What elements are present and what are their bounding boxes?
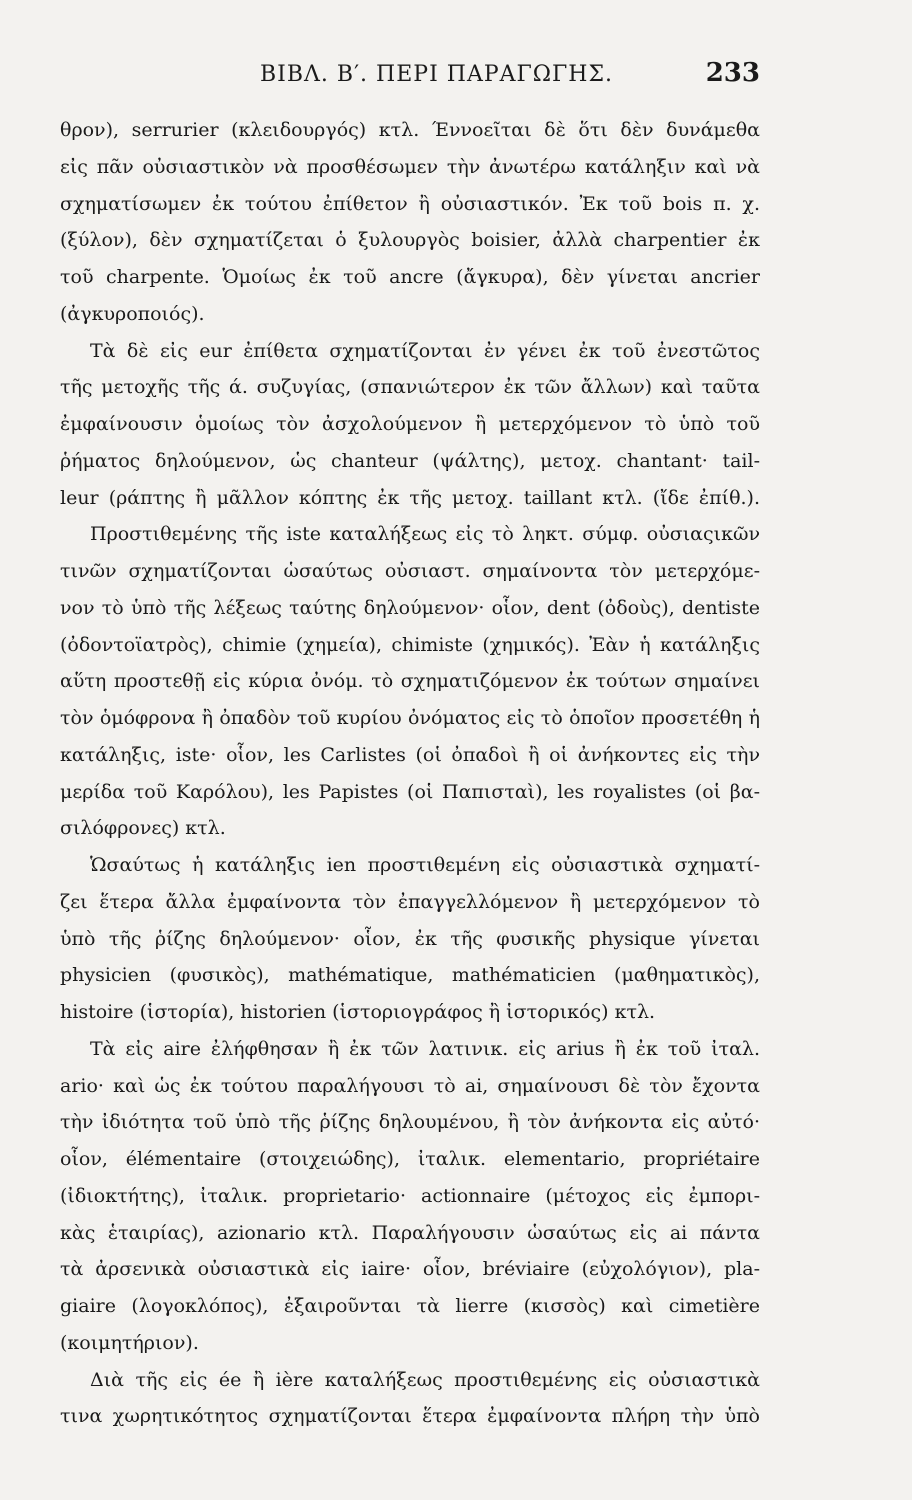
- text-line: (ἰδιοκτήτης), ἰταλικ. proprietario· actionnaire (μέτοχος εἰς ἐμπορι-: [60, 1184, 760, 1207]
- text-line: physicien (φυσικὸς), mathématique, mathématicien (μαθηματικὸς),: [60, 964, 760, 987]
- page-header: [60, 58, 760, 98]
- text-line: ὑπὸ τῆς ῥίζης δηλούμενον· οἷον, ἐκ τῆς φυσικῆς physique γίνεται: [60, 927, 760, 950]
- page-body: [60, 112, 760, 1435]
- text-line: (ἀγκυροποιός).: [60, 302, 205, 325]
- text-line: σχηματίσωμεν ἐκ τούτου ἐπίθετον ἢ οὐσιαστικόν. Ἐκ τοῦ bois π. χ.: [60, 192, 760, 215]
- text-line: giaire (λογοκλόπος), ἐξαιροῦνται τὰ lierre (κισσὸς) καὶ cimetière: [60, 1295, 760, 1317]
- text-line: οἷον, élémentaire (στοιχειώδης), ἰταλικ. elementario, propriétaire: [60, 1148, 760, 1170]
- text-line: τὴν ἰδιότητα τοῦ ὑπὸ τῆς ῥίζης δηλουμένου, ἢ τὸν ἀνήκοντα εἰς αὐτό·: [60, 1111, 760, 1134]
- text-line: τὸν ὁμόφρονα ἢ ὀπαδὸν τοῦ κυρίου ὀνόματος εἰς τὸ ὁποῖον προσετέθη ἡ: [60, 707, 760, 729]
- text-line: ζει ἕτερα ἄλλα ἐμφαίνοντα τὸν ἐπαγγελλόμενον ἢ μετερχόμενον τὸ: [60, 890, 760, 913]
- text-line: Ὡσαύτως ἡ κατάληξις ien προστιθεμένη εἰς οὐσιαστικὰ σχηματί-: [90, 854, 760, 876]
- text-line: Προστιθεμένης τῆς iste καταλήξεως εἰς τὸ ληκτ. σύμφ. οὐσιαςικῶν: [90, 523, 760, 546]
- text-line: σιλόφρονες) κτλ.: [60, 817, 226, 840]
- text-line: αὕτη προστεθῇ εἰς κύρια ὀνόμ. τὸ σχηματιζόμενον ἐκ τούτων σημαίνει: [60, 670, 760, 693]
- text-line: τινα χωρητικότητος σχηματίζονται ἕτερα ἐμφαίνοντα πλήρη τὴν ὑπὸ: [60, 1405, 760, 1428]
- text-line: Τὰ δὲ εἰς eur ἐπίθετα σχηματίζονται ἐν γένει ἐκ τοῦ ἐνεστῶτος: [90, 339, 760, 362]
- text-line: leur (ράπτης ἢ μᾶλλον κόπτης ἐκ τῆς μετοχ. taillant κτλ. (ἴδε ἐπίθ.).: [60, 486, 760, 509]
- text-line: τινῶν σχηματίζονται ὡσαύτως οὐσιαστ. σημαίνοντα τὸν μετερχόμε-: [60, 560, 760, 582]
- text-line: μερίδα τοῦ Καρόλου), les Papistes (οἱ Παπισταὶ), les royalistes (οἱ βα-: [60, 780, 760, 803]
- text-line: (κοιμητήριον).: [60, 1331, 199, 1354]
- running-title: ΒΙΒΛ. Β′. ΠΕΡΙ ΠΑΡΑΓΩΓΗΣ.: [260, 62, 614, 87]
- text-line: (ὀδοντοϊατρὸς), chimie (χημεία), chimiste (χημικός). Ἐὰν ἡ κατάληξις: [60, 633, 760, 656]
- page-number: 233: [705, 58, 760, 88]
- text-line: ario· καὶ ὡς ἐκ τούτου παραλήγουσι τὸ ai, σημαίνουσι δὲ τὸν ἔχοντα: [60, 1074, 760, 1097]
- text-line: εἰς πᾶν οὐσιαστικὸν νὰ προσθέσωμεν τὴν ἀνωτέρω κατάληξιν καὶ νὰ: [60, 155, 760, 178]
- text-line: θρον), serrurier (κλειδουργός) κτλ. Έννοεῖται δὲ ὅτι δὲν δυνάμεθα: [60, 119, 760, 141]
- text-line: ἐμφαίνουσιν ὁμοίως τὸν ἀσχολούμενον ἢ μετερχόμενον τὸ ὑπὸ τοῦ: [60, 413, 760, 435]
- text-line: Τὰ εἰς aire ἐλήφθησαν ἢ ἐκ τῶν λατινικ. εἰς arius ἢ ἐκ τοῦ ἰταλ.: [90, 1037, 760, 1060]
- text-line: τοῦ charpente. Ὁμοίως ἐκ τοῦ ancre (ἄγκυρα), δὲν γίνεται ancrier: [60, 266, 760, 288]
- text-line: κατάληξις, iste· οἷον, les Carlistes (οἱ ὀπαδοὶ ἢ οἱ ἀνήκοντες εἰς τὴν: [60, 743, 760, 766]
- text-line: τῆς μετοχῆς τῆς ά. συζυγίας, (σπανιώτερον ἐκ τῶν ἄλλων) καὶ ταῦτα: [60, 376, 760, 399]
- text-line: ῥήματος δηλούμενον, ὡς chanteur (ψάλτης), μετοχ. chantant· tail-: [60, 449, 760, 472]
- text-line: Διὰ τῆς εἰς ée ἢ ière καταλήξεως προστιθεμένης εἰς οὐσιαστικὰ: [90, 1368, 760, 1391]
- text-line: κὰς ἑταιρίας), azionario κτλ. Παραλήγουσιν ὡσαύτως εἰς ai πάντα: [60, 1221, 760, 1244]
- text-line: histoire (ἱστορία), historien (ἱστοριογράφος ἢ ἱστορικός) κτλ.: [60, 1001, 656, 1023]
- text-line: τὰ ἀρσενικὰ οὐσιαστικὰ εἰς iaire· οἷον, bréviaire (εὐχολόγιον), pla-: [60, 1258, 760, 1281]
- text-line: (ξύλον), δὲν σχηματίζεται ὁ ξυλουργὸς boisier, ἀλλὰ charpentier ἐκ: [60, 229, 760, 252]
- text-line: νον τὸ ὑπὸ τῆς λέξεως ταύτης δηλούμενον· οἷον, dent (ὀδοὺς), dentiste: [60, 596, 760, 619]
